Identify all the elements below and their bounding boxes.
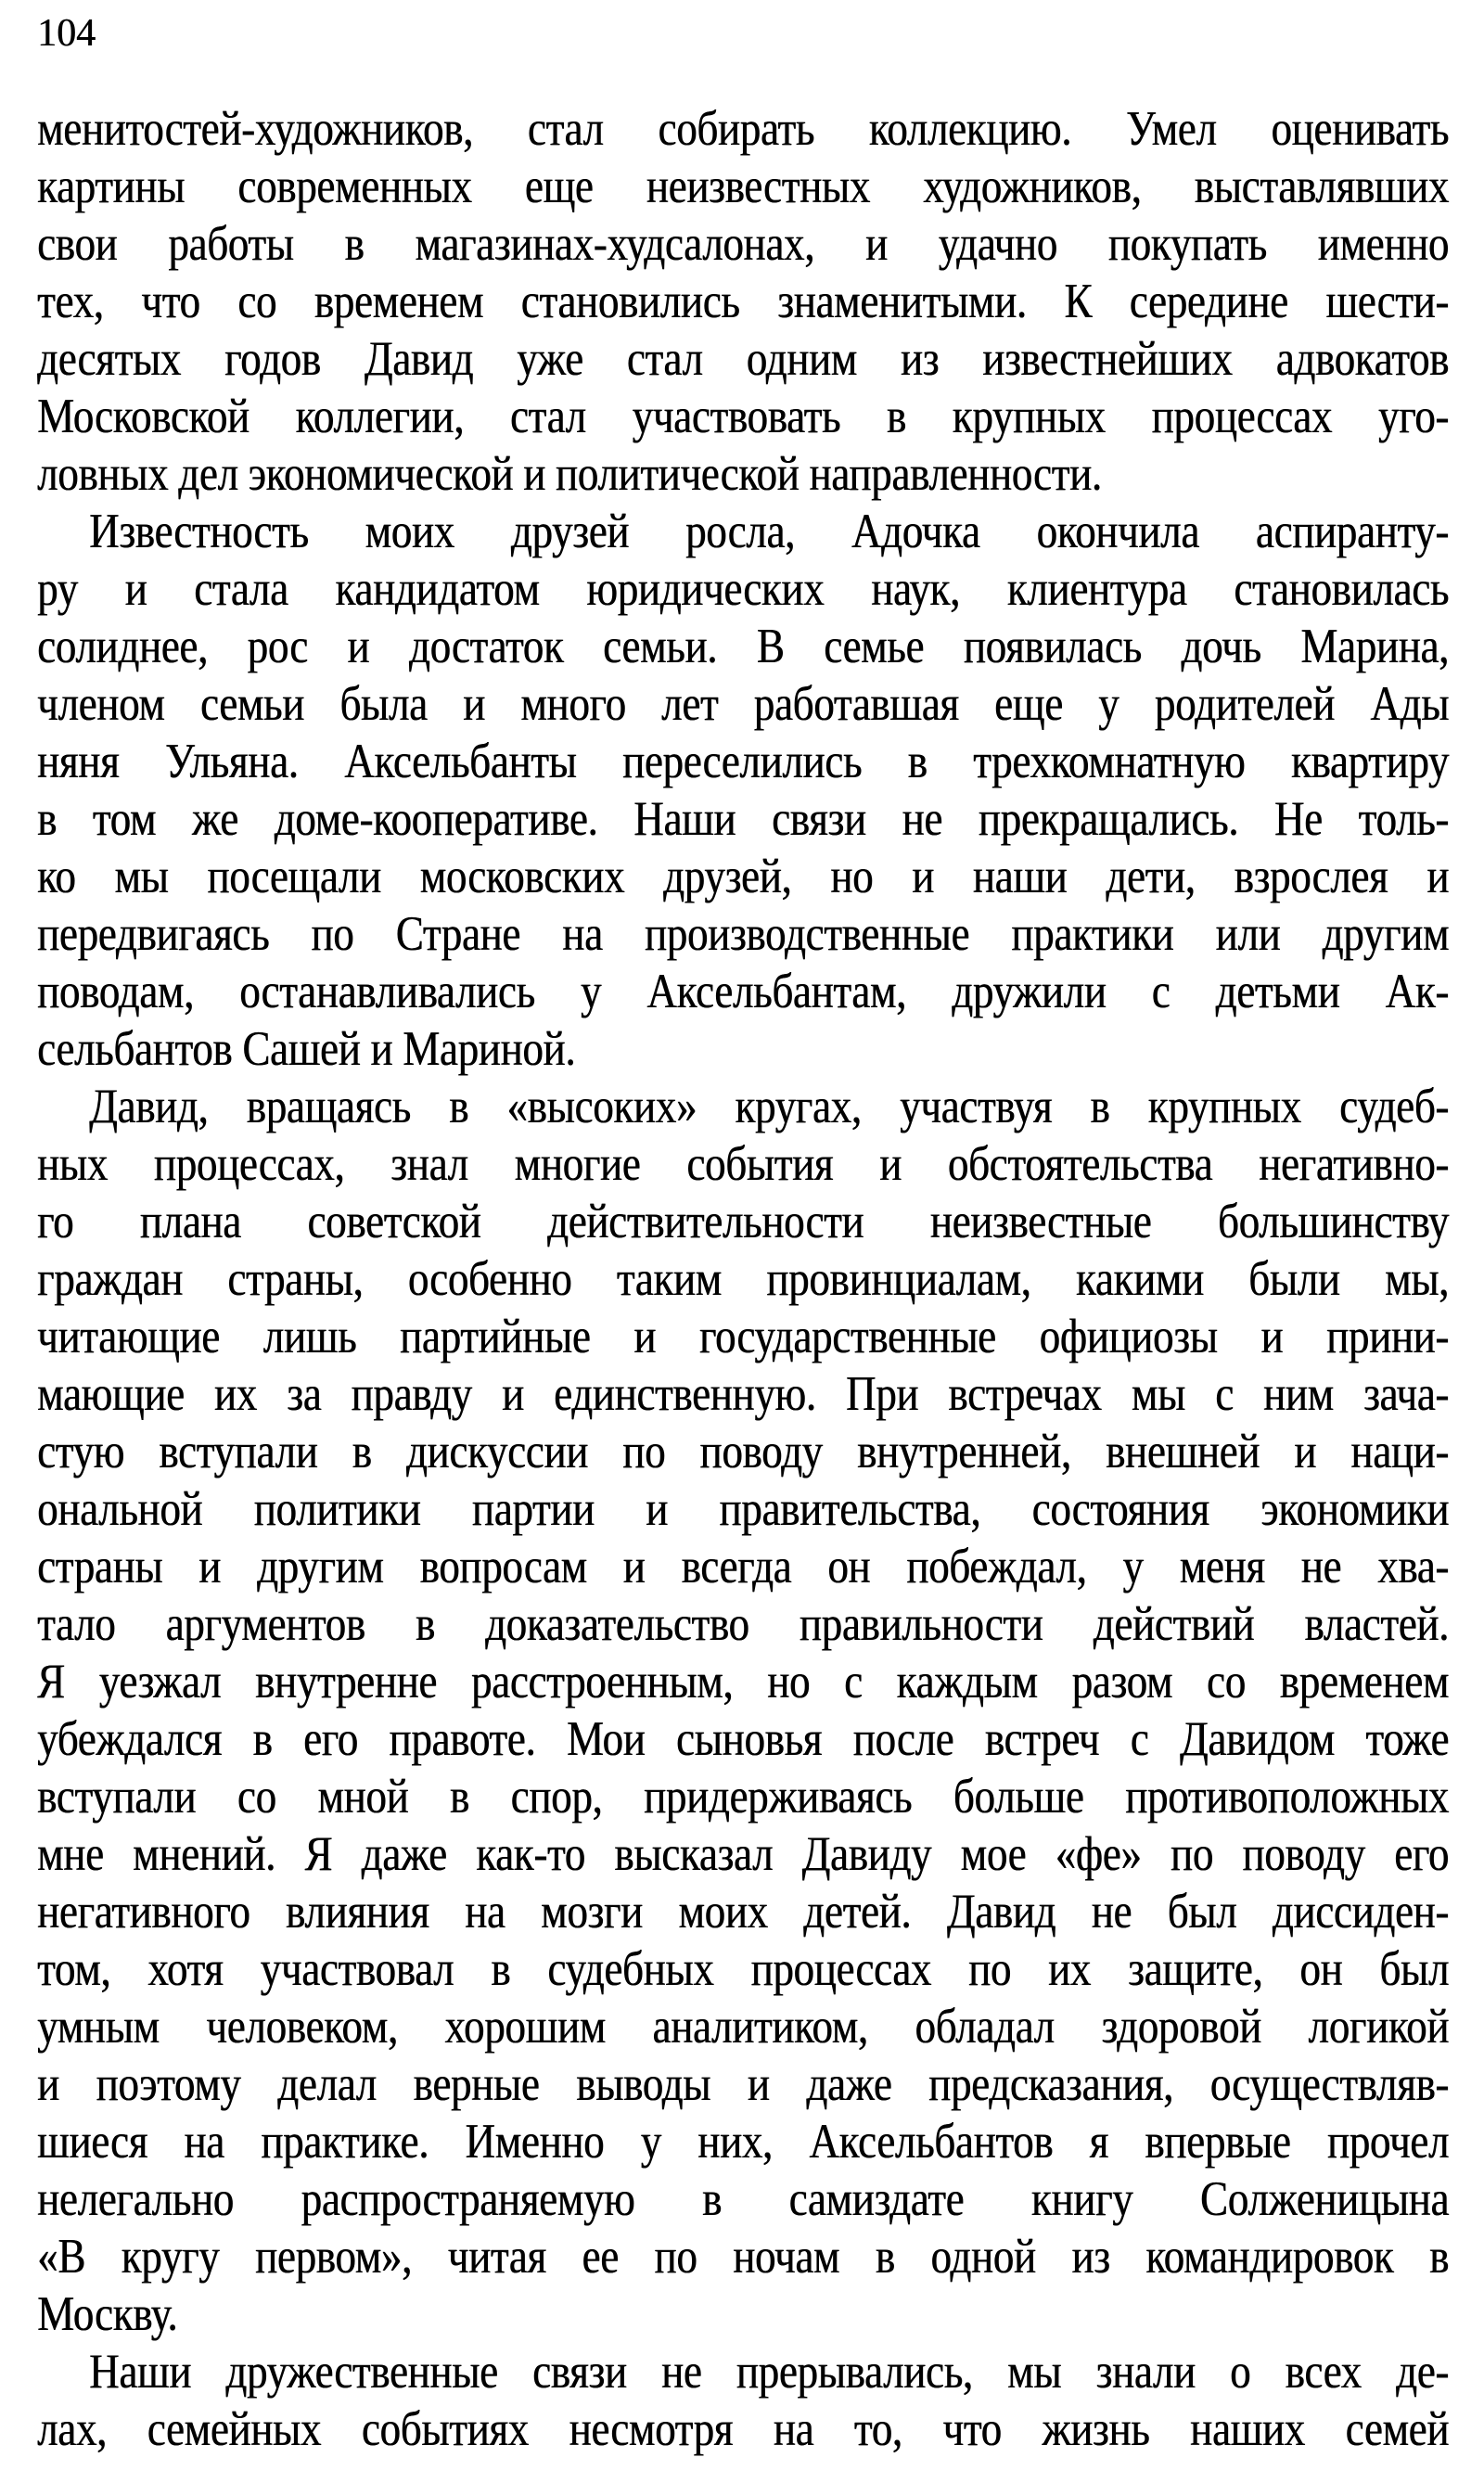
text-line: тало аргументов в доказательство правильности действий властей. bbox=[37, 1595, 1449, 1651]
text-line: ональной политики партии и правительства, состояния экономики bbox=[37, 1480, 1449, 1536]
text-line: страны и другим вопросам и всегда он побеждал, у меня не хва- bbox=[37, 1538, 1449, 1593]
text-line: шиеся на практике. Именно у них, Аксельбантов я впервые прочел bbox=[37, 2113, 1449, 2169]
page-number: 104 bbox=[37, 12, 96, 55]
text-line: тех, что со временем становились знаменитыми. К середине шести- bbox=[37, 273, 1449, 328]
text-line: передвигаясь по Стране на производственные практики или другим bbox=[37, 905, 1449, 961]
text-line: го плана советской действительности неизвестные большинству bbox=[37, 1193, 1449, 1248]
text-line: Давид, вращаясь в «высоких» кругах, участвуя в крупных судеб- bbox=[89, 1078, 1449, 1133]
text-line: умным человеком, хорошим аналитиком, обладал здоровой логикой bbox=[37, 1998, 1449, 2054]
text-line: вступали со мной в спор, придерживаясь больше противоположных bbox=[37, 1768, 1449, 1824]
paragraph bbox=[37, 503, 1449, 1078]
text-line: Известность моих друзей росла, Адочка окончила аспиранту- bbox=[89, 503, 1449, 558]
text-line: картины современных еще неизвестных художников, выставлявших bbox=[37, 158, 1449, 213]
text-line: негативного влияния на мозги моих детей. Давид не был диссиден- bbox=[37, 1883, 1449, 1939]
text-line: мне мнений. Я даже как-то высказал Давиду мое «фе» по поводу его bbox=[37, 1825, 1449, 1881]
text-line: том, хотя участвовал в судебных процессах по их защите, он был bbox=[37, 1940, 1449, 1996]
text-line: сельбантов Сашей и Мариной. bbox=[37, 1020, 576, 1076]
text-line: Наши дружественные связи не прерывались, мы знали о всех де- bbox=[89, 2343, 1449, 2399]
text-line: «В кругу первом», читая ее по ночам в одной из командировок в bbox=[37, 2228, 1449, 2284]
text-line: Московской коллегии, стал участвовать в крупных процессах уго- bbox=[37, 388, 1449, 443]
text-line: Москву. bbox=[37, 2285, 178, 2341]
text-line: ко мы посещали московских друзей, но и наши дети, взрослея и bbox=[37, 848, 1449, 903]
paragraph bbox=[37, 2343, 1449, 2458]
text-line: ру и стала кандидатом юридических наук, клиентура становилась bbox=[37, 560, 1449, 616]
text-line: менитостей-художников, стал собирать коллекцию. Умел оценивать bbox=[37, 100, 1449, 156]
text-line: Я уезжал внутренне расстроенным, но с каждым разом со временем bbox=[37, 1653, 1449, 1709]
text-line: граждан страны, особенно таким провинциалам, какими были мы, bbox=[37, 1250, 1449, 1306]
text-line: няня Ульяна. Аксельбанты переселились в трехкомнатную квартиру bbox=[37, 733, 1449, 788]
text-line: лах, семейных событиях несмотря на то, что жизнь наших семей bbox=[37, 2400, 1449, 2456]
text-line: солиднее, рос и достаток семьи. В семье появилась дочь Марина, bbox=[37, 618, 1449, 673]
paragraph bbox=[37, 1078, 1449, 2343]
text-line: нелегально распространяемую в самиздате книгу Солженицына bbox=[37, 2170, 1449, 2226]
paragraph bbox=[37, 100, 1449, 503]
text-line: свои работы в магазинах-худсалонах, и удачно покупать именно bbox=[37, 215, 1449, 271]
text-line: мающие их за правду и единственную. При встречах мы с ним зача- bbox=[37, 1365, 1449, 1421]
text-line: десятых годов Давид уже стал одним из известнейших адвокатов bbox=[37, 330, 1449, 386]
text-line: поводам, останавливались у Аксельбантам, дружили с детьми Ак- bbox=[37, 963, 1449, 1018]
text-line: ных процессах, знал многие события и обстоятельства негативно- bbox=[37, 1135, 1449, 1191]
text-line: и поэтому делал верные выводы и даже предсказания, осуществляв- bbox=[37, 2055, 1449, 2111]
text-line: читающие лишь партийные и государственные официозы и прини- bbox=[37, 1308, 1449, 1363]
text-line: членом семьи была и много лет работавшая еще у родителей Ады bbox=[37, 675, 1449, 731]
text-line: убеждался в его правоте. Мои сыновья после встреч с Давидом тоже bbox=[37, 1710, 1449, 1766]
text-block bbox=[37, 100, 1449, 2458]
text-line: в том же доме-кооперативе. Наши связи не прекращались. Не толь- bbox=[37, 790, 1449, 846]
text-line: стую вступали в дискуссии по поводу внутренней, внешней и наци- bbox=[37, 1423, 1449, 1478]
text-line: ловных дел экономической и политической направленности. bbox=[37, 445, 1102, 501]
